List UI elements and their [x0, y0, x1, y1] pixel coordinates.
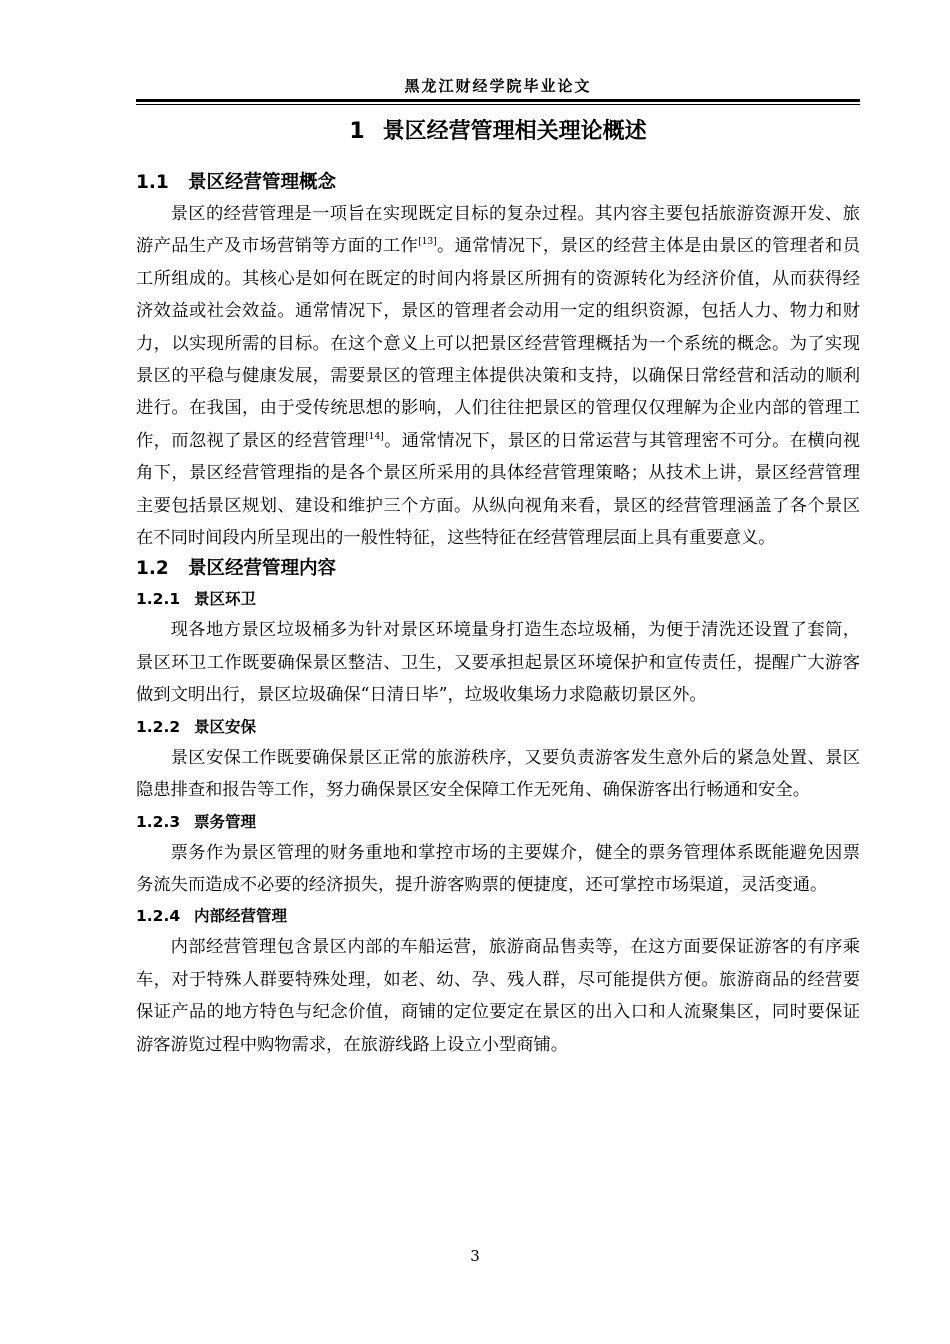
paragraph-text: 。通常情况下，景区的日常运营与其管理密不可分。在横向视角下，景区经营管理指的是各个景区所采用的具体经营管理策略；从技术上讲，景区经营管理主要包括景区规划、建设和维护三个方面。从纵向视角来看，景区的经营管理涵盖了各个景区在不同时间段内所呈现出的一般性特征，这些特征在经营管理层面上具有重要意义。 [136, 430, 860, 549]
subsection-number: 1.2.2 [136, 717, 181, 736]
page-number: 3 [470, 1247, 480, 1265]
section-title: 景区经营管理内容 [188, 558, 337, 580]
subsection-heading-1-2-2 [136, 712, 860, 742]
subsection-heading-1-2-1 [136, 584, 860, 614]
subsection-title: 内部经营管理 [194, 907, 288, 926]
chapter-title-text: 景区经营管理相关理论概述 [382, 119, 647, 144]
paragraph-text: 景区的经营管理是一项旨在实现既定目标的复杂过程。其内容主要包括旅游资源开发、旅游产品生产及市场营销等方面的工作 [136, 204, 860, 257]
paragraph-1-2-2: 景区安保工作既要确保景区正常的旅游秩序，又要负责游客发生意外后的紧急处置、景区隐患排查和报告等工作，努力确保景区安全保障工作无死角、确保游客出行畅通和安全。 [136, 747, 860, 801]
subsection-heading-1-2-3 [136, 807, 860, 837]
citation-ref: [13] [418, 237, 437, 248]
subsection-title: 景区环卫 [194, 590, 257, 609]
page-content [136, 116, 860, 1061]
section-number: 1.1 [136, 172, 169, 193]
paragraph-1-1 [136, 198, 860, 554]
section-heading-1-1 [136, 168, 860, 198]
citation-ref: [14] [365, 431, 384, 442]
subsection-title: 票务管理 [194, 812, 257, 831]
paragraph-1-2-4: 内部经营管理包含景区内部的车船运营，旅游商品售卖等，在这方面要保证游客的有序乘车，对于特殊人群要特殊处理，如老、幼、孕、残人群，尽可能提供方便。旅游商品的经营要保证产品的地方特色与纪念价值，商铺的定位要定在景区的出入口和人流聚集区，同时要保证游客游览过程中购物需求，在旅游线路上设立小型商铺。 [136, 937, 860, 1055]
chapter-title [136, 116, 860, 148]
header-rule-thin [136, 104, 860, 105]
subsection-number: 1.2.1 [136, 590, 181, 609]
paragraph-1-2-3: 票务作为景区管理的财务重地和掌控市场的主要媒介，健全的票务管理体系既能避免因票务流失而造成不必要的经济损失，提升游客购票的便捷度，还可掌控市场渠道，灵活变通。 [136, 842, 860, 895]
subsection-number: 1.2.3 [136, 812, 181, 831]
paragraph-text: 。通常情况下，景区的经营主体是由景区的管理者和员工所组成的。其核心是如何在既定的时间内将景区所拥有的资源转化为经济价值，从而获得经济效益或社会效益。通常情况下，景区的管理者会动用一定的组织资源，包括人力、物力和财力，以实现所需的目标。在这个意义上可以把景区经营管理概括为一个系统的概念。为了实现景区的平稳与健康发展，需要景区的管理主体提供决策和支持，以确保日常经营和活动的顺利进行。在我国，由于受传统思想的影响，人们往往把景区的管理仅仅理解为企业内部的管理工作，而忽视了景区的经营管理 [136, 236, 860, 451]
section-number: 1.2 [136, 558, 169, 580]
subsection-title: 景区安保 [194, 717, 257, 736]
subsection-heading-1-2-4 [136, 901, 860, 931]
running-header: 黑龙江财经学院毕业论文 [404, 77, 592, 95]
header-rule-thick [136, 99, 860, 102]
section-title: 景区经营管理概念 [188, 172, 337, 193]
section-heading-1-2 [136, 554, 860, 584]
chapter-number: 1 [349, 119, 365, 144]
paragraph-1-2-1: 现各地方景区垃圾桶多为针对景区环境量身打造生态垃圾桶，为便于清洗还设置了套筒，景区环卫工作既要确保景区整洁、卫生，又要承担起景区环境保护和宣传责任，提醒广大游客做到文明出行，景区垃圾确保“日清日毕”，垃圾收集场力求隐蔽切景区外。 [136, 620, 860, 706]
subsection-number: 1.2.4 [136, 907, 181, 926]
